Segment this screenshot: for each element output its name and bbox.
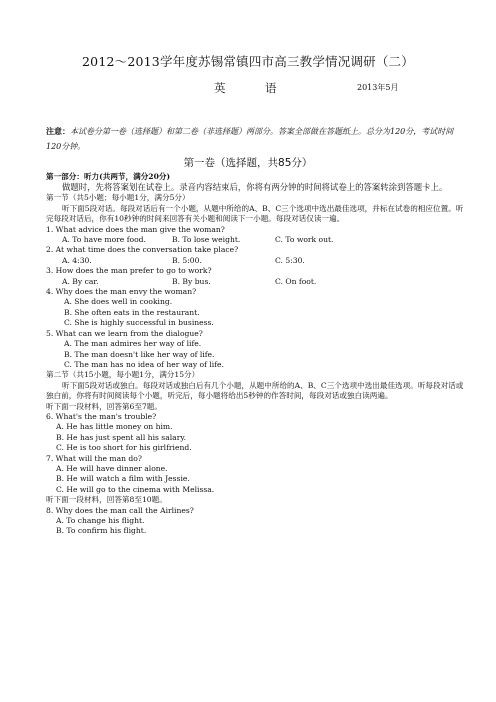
option-b: B. He has just spent all his salary. bbox=[56, 432, 187, 442]
option-c: C. She is highly successful in business. bbox=[64, 318, 214, 328]
option-a: A. He will have dinner alone. bbox=[56, 463, 168, 473]
sec2-instructions: 听下面5段对话或独白。每段对话或独白后有几个小题，从题中所给的A、B、C三个选项中选出最佳选项。听每段对话或独白前，你将有时间阅读每个小题，听完后，每小题将给出5秒钟的作答时间，每段对话或独白读两遍。 bbox=[46, 380, 464, 401]
question-stem: 3. How does the man prefer to go to work? bbox=[46, 266, 212, 276]
dialog-intro: 听下面一段材料，回答第8至10题。 bbox=[46, 495, 167, 505]
question-stem: 7. What will the man do? bbox=[46, 453, 142, 463]
question-stem: 2. At what time does the conversation take place? bbox=[46, 245, 239, 255]
sec2-title: 第二节（共15小题，每小题1分，满分15分） bbox=[46, 370, 200, 380]
option-c: C. He will go to the cinema with Melissa. bbox=[56, 484, 215, 494]
option-c: C. To work out. bbox=[275, 235, 334, 245]
option-a: A. She does well in cooking. bbox=[64, 297, 173, 307]
option-a: A. To have more food. bbox=[62, 235, 146, 245]
options-row bbox=[46, 277, 466, 287]
option-b: B. To confirm his flight. bbox=[56, 526, 147, 536]
question-stem: 6. What's the man's trouble? bbox=[46, 411, 157, 421]
option-b: B. He will watch a film with Jessie. bbox=[56, 474, 190, 484]
question-stem: 1. What advice does the man give the woman? bbox=[46, 224, 225, 234]
question-stem: 8. Why does the man call the Airlines? bbox=[46, 505, 194, 515]
section-label: 第一部分：听力(共两节，满分20分) bbox=[46, 172, 171, 181]
option-c: C. On foot. bbox=[275, 276, 317, 286]
dialog-intro: 听下面一段材料，回答第6至7题。 bbox=[46, 401, 162, 411]
options-row bbox=[46, 235, 466, 245]
question-stem: 4. Why does the man envy the woman? bbox=[46, 287, 197, 297]
listening-section bbox=[46, 172, 466, 537]
option-a: A. By car. bbox=[62, 276, 99, 286]
sec1-instructions: 听下面5段对话。每段对话后有一个小题，从题中所给的A、B、C三个选项中选出最佳选项，并标在试卷的相应位置。听完每段对话后，你有10秒钟的时间来回答有关小题和阅读下一小题。每段对话仅读一遍。 bbox=[46, 203, 464, 224]
notice-label: 注意： bbox=[46, 126, 70, 136]
sec1-title: 第一节（共5小题；每小题1分，满分5分） bbox=[46, 193, 190, 203]
option-c: C. The man has no idea of her way of life. bbox=[64, 359, 224, 369]
option-c: C. He is too short for his girlfriend. bbox=[56, 443, 192, 453]
exam-title: 2012～2013学年度苏锡常镇四市高三教学情况调研（二） bbox=[82, 54, 414, 69]
option-a: A. 4:30. bbox=[62, 255, 92, 265]
option-b: B. The man doesn't like her way of life. bbox=[64, 349, 215, 359]
option-a: A. He has little money on him. bbox=[56, 422, 173, 432]
option-c: C. 5:30. bbox=[275, 255, 305, 265]
option-a: A. The man admires her way of life. bbox=[64, 339, 202, 349]
notice bbox=[46, 124, 466, 154]
option-b: B. 5:00. bbox=[172, 255, 202, 265]
subject-label: 英 语 bbox=[214, 81, 291, 95]
option-b: B. To lose weight. bbox=[172, 235, 241, 245]
question-stem: 5. What can we learn from the dialogue? bbox=[46, 328, 203, 338]
notice-text: 本试卷分第一卷（选择题）和第二卷（非选择题）两部分。答案全部做在答题纸上。总分为120分，考试时间120分钟。 bbox=[46, 127, 454, 151]
options-row bbox=[46, 256, 466, 266]
exam-date: 2013年5月 bbox=[357, 83, 399, 92]
part1-title: 第一卷（选择题，共85分） bbox=[183, 157, 313, 169]
option-b: B. By bus. bbox=[172, 276, 211, 286]
listening-instructions: 做题时，先将答案划在试卷上。录音内容结束后，你将有两分钟的时间将试卷上的答案转涂到答题卡上。 bbox=[62, 182, 448, 193]
option-a: A. To change his flight. bbox=[56, 516, 145, 525]
option-b: B. She often eats in the restaurant. bbox=[64, 307, 200, 317]
